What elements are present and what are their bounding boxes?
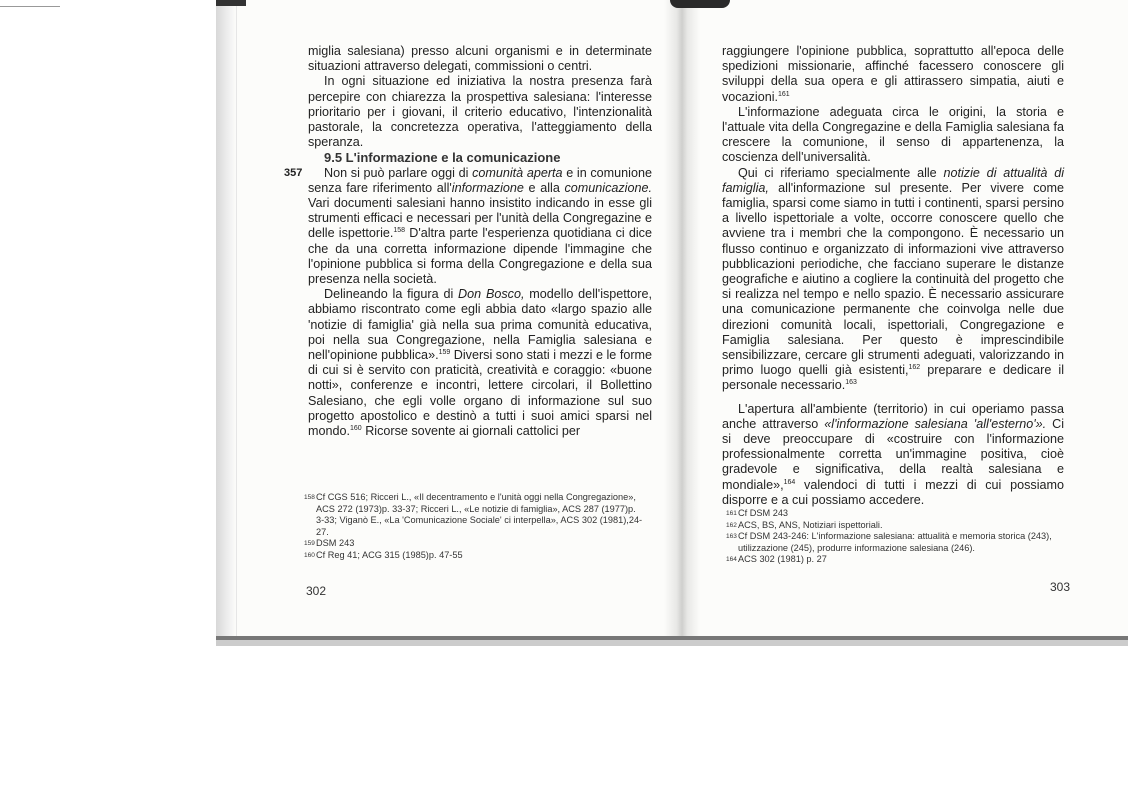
continuation-text [722,44,1064,105]
emphasis: notizie di attualità di famiglia, [722,165,1064,195]
footnote-number: 161 [726,510,737,517]
footnote-number: 159 [304,540,315,548]
page-number-left: 302 [306,584,327,598]
text-run: raggiungere l'opinione pubblica, soprattutto all'epoca delle spedizioni missionarie, affinché facessero conoscere gli sviluppi della sua opera e gli attirassero simpatia, aiuti e vocazioni. [722,44,1064,104]
scan-corner-mark [216,0,246,6]
continuation-text: miglia salesiana) presso alcuni organismi e in determinate situazioni attraverso delegati, commissioni o centri. [308,44,652,74]
left-page-body [284,44,653,439]
footnote-number: 160 [304,551,315,559]
scan-gutter-mark [670,0,730,8]
text-run: valendoci di tutti i mezzi di cui possiamo disporre e a cui possiamo accedere. [722,477,1064,507]
right-page-body [722,44,1064,508]
left-footnotes [304,492,644,562]
footnote-text: Cf DSM 243-246: L'informazione salesiana: attualità e memoria storica (243), utilizzazione (245), produrre informazione salesiana (246). [738,531,1052,553]
text-run: Diversi sono stati i mezzi e le forme di cui si è servito con praticità, creatività e coraggio: «buone notti», conferenze e incontri, lettere circolari, il Bollettino Salesiano, che egli volle organo di informazione sul suo progetto apostolico e destinò a tutti i suoi amici sparsi nel mondo. [308,348,653,439]
section-heading: 9.5 L'informazione e la comunicazione [324,150,561,166]
emphasis: informazione [451,180,524,195]
footnote-ref: 159 [438,348,451,356]
emphasis: Don Bosco, [458,287,525,302]
text-run: Non si può parlare oggi di [324,165,473,180]
footnote [726,520,1066,532]
footnote-number: 158 [304,494,315,501]
text-run: Delineando la figura di [324,287,459,302]
footnote [304,492,644,538]
footnote-ref: 163 [845,379,857,387]
footnote-text: ACS, BS, ANS, Notiziari ispettoriali. [738,519,883,530]
footnote-ref: 160 [350,424,362,432]
paragraph [722,166,1064,394]
footnote-number: 162 [726,521,737,529]
footnote-ref: 164 [783,478,796,486]
footnote [726,531,1066,554]
text-run: L'apertura all'ambiente (territorio) in cui operiamo passa anche attraverso [722,401,1064,431]
emphasis: comunicazione. [564,180,652,195]
paragraph-number: 357 [284,166,303,179]
text-run: e in comunione senza fare riferimento all' [308,165,652,195]
text-run: Vari documenti salesiani hanno insistito indicando in esse gli strumenti efficaci e necessari per l'unità della Congregazine e delle ispettorie. [308,196,652,241]
text-run: Ricorse sovente ai giornali cattolici per [361,424,581,439]
footnote [726,508,1066,520]
book-gutter [664,0,700,645]
text-run: e alla [523,180,565,195]
emphasis: «l'informazione salesiana 'all'esterno'». [824,416,1047,431]
left-binding-shadow [216,0,237,640]
top-edge-line [0,6,60,7]
footnote-text: Cf DSM 243 [738,508,789,518]
paragraph: L'informazione adeguata circa le origini, la storia e l'attuale vita della Congregazine e della Famiglia salesiana fa crescere la comunione, il senso di appartenenza, la coscienza dell'universalità. [722,104,1064,165]
footnote-ref: 158 [393,227,406,235]
bottom-edge-shadow [216,640,1128,646]
emphasis: comunità aperta [472,165,563,180]
footnote-text: ACS 302 (1981) p. 27 [738,554,827,565]
paragraph [722,402,1064,508]
text-run: D'altra parte l'esperienza quotidiana ci dice che da una corretta informazione dipende l'immagine che l'opinione pubblica si forma della Congregazione e della sua presenza nella società. [308,226,652,287]
text-run: Ci si deve preoccupare di «costruire con l'informazione professionalmente corretta un'immagine positiva, cioè gradevole e significativa, della realtà salesiana e mondiale», [722,416,1064,492]
footnote-ref: 162 [908,364,921,372]
footnote-text: Cf CGS 516; Ricceri L., «Il decentramento e l'unità oggi nella Congregazione», ACS 272 (1973)p. 33-37; Ricceri L., «Le notizie di famiglia», ACS 287 (1977)p. 3-33; Viganò E., «La 'Comunicazione Sociale' ci interpella», ACS 302 (1981),24-27. [316,492,643,537]
text-run: all'informazione sul presente. Per vivere come famiglia, sparsi come siamo in tutti i continenti, sparsi persino a livello ispettoriale a volte, occorre conoscere quello che avviene tra i membri che la compongono. È necessario un flusso continuo e organizzato di informazioni vive attraverso pubblicazioni periodiche, che facciano superare le distanze geografiche e aiutino a cogliere la continuità del progetto che si realizza nel tempo e nello spazio. È necessario assicurare una comunicazione permanente che coinvolga nelle due direzioni comunità locali, ispettoriali, Congregazione e Famiglia salesiana. Per questo è imprescindibile sensibilizzare, cercare gli strumenti adeguati, valorizzando in primo luogo quelli già esistenti, [722,180,1064,378]
footnote [304,538,644,550]
text-run: Qui ci riferiamo specialmente alle [738,165,944,180]
footnote-text: DSM 243 [316,538,355,549]
numbered-paragraph-block [284,165,652,288]
footnote-text: Cf Reg 41; ACG 315 (1985)p. 47-55 [316,549,463,560]
footnote [726,554,1066,566]
page-number-right: 303 [1050,580,1071,594]
footnote-number: 163 [726,533,737,541]
paragraph [308,287,652,439]
right-footnotes [726,508,1066,566]
paragraph [308,166,652,288]
text-run: preparare e dedicare il personale necessario. [722,363,1064,393]
footnote [304,550,644,562]
footnote-number: 164 [726,556,737,564]
footnote-ref: 161 [778,90,790,98]
text-run: modello dell'ispettore, abbiamo riscontrato come egli abbia dato «largo spazio alle 'notizie di famiglia' già nella sua prima comunità educativa, poi nella sua Congregazione, nella Famiglia salesiana e nell'opinione pubblica». [308,287,652,363]
paragraph: In ogni situazione ed iniziativa la nostra presenza farà percepire con chiarezza la prospettiva salesiana: l'interesse prioritario per i giovani, il criterio educativo, l'intenzionalità pastorale, la concretezza operativa, l'atteggiamento della speranza. [308,74,652,150]
